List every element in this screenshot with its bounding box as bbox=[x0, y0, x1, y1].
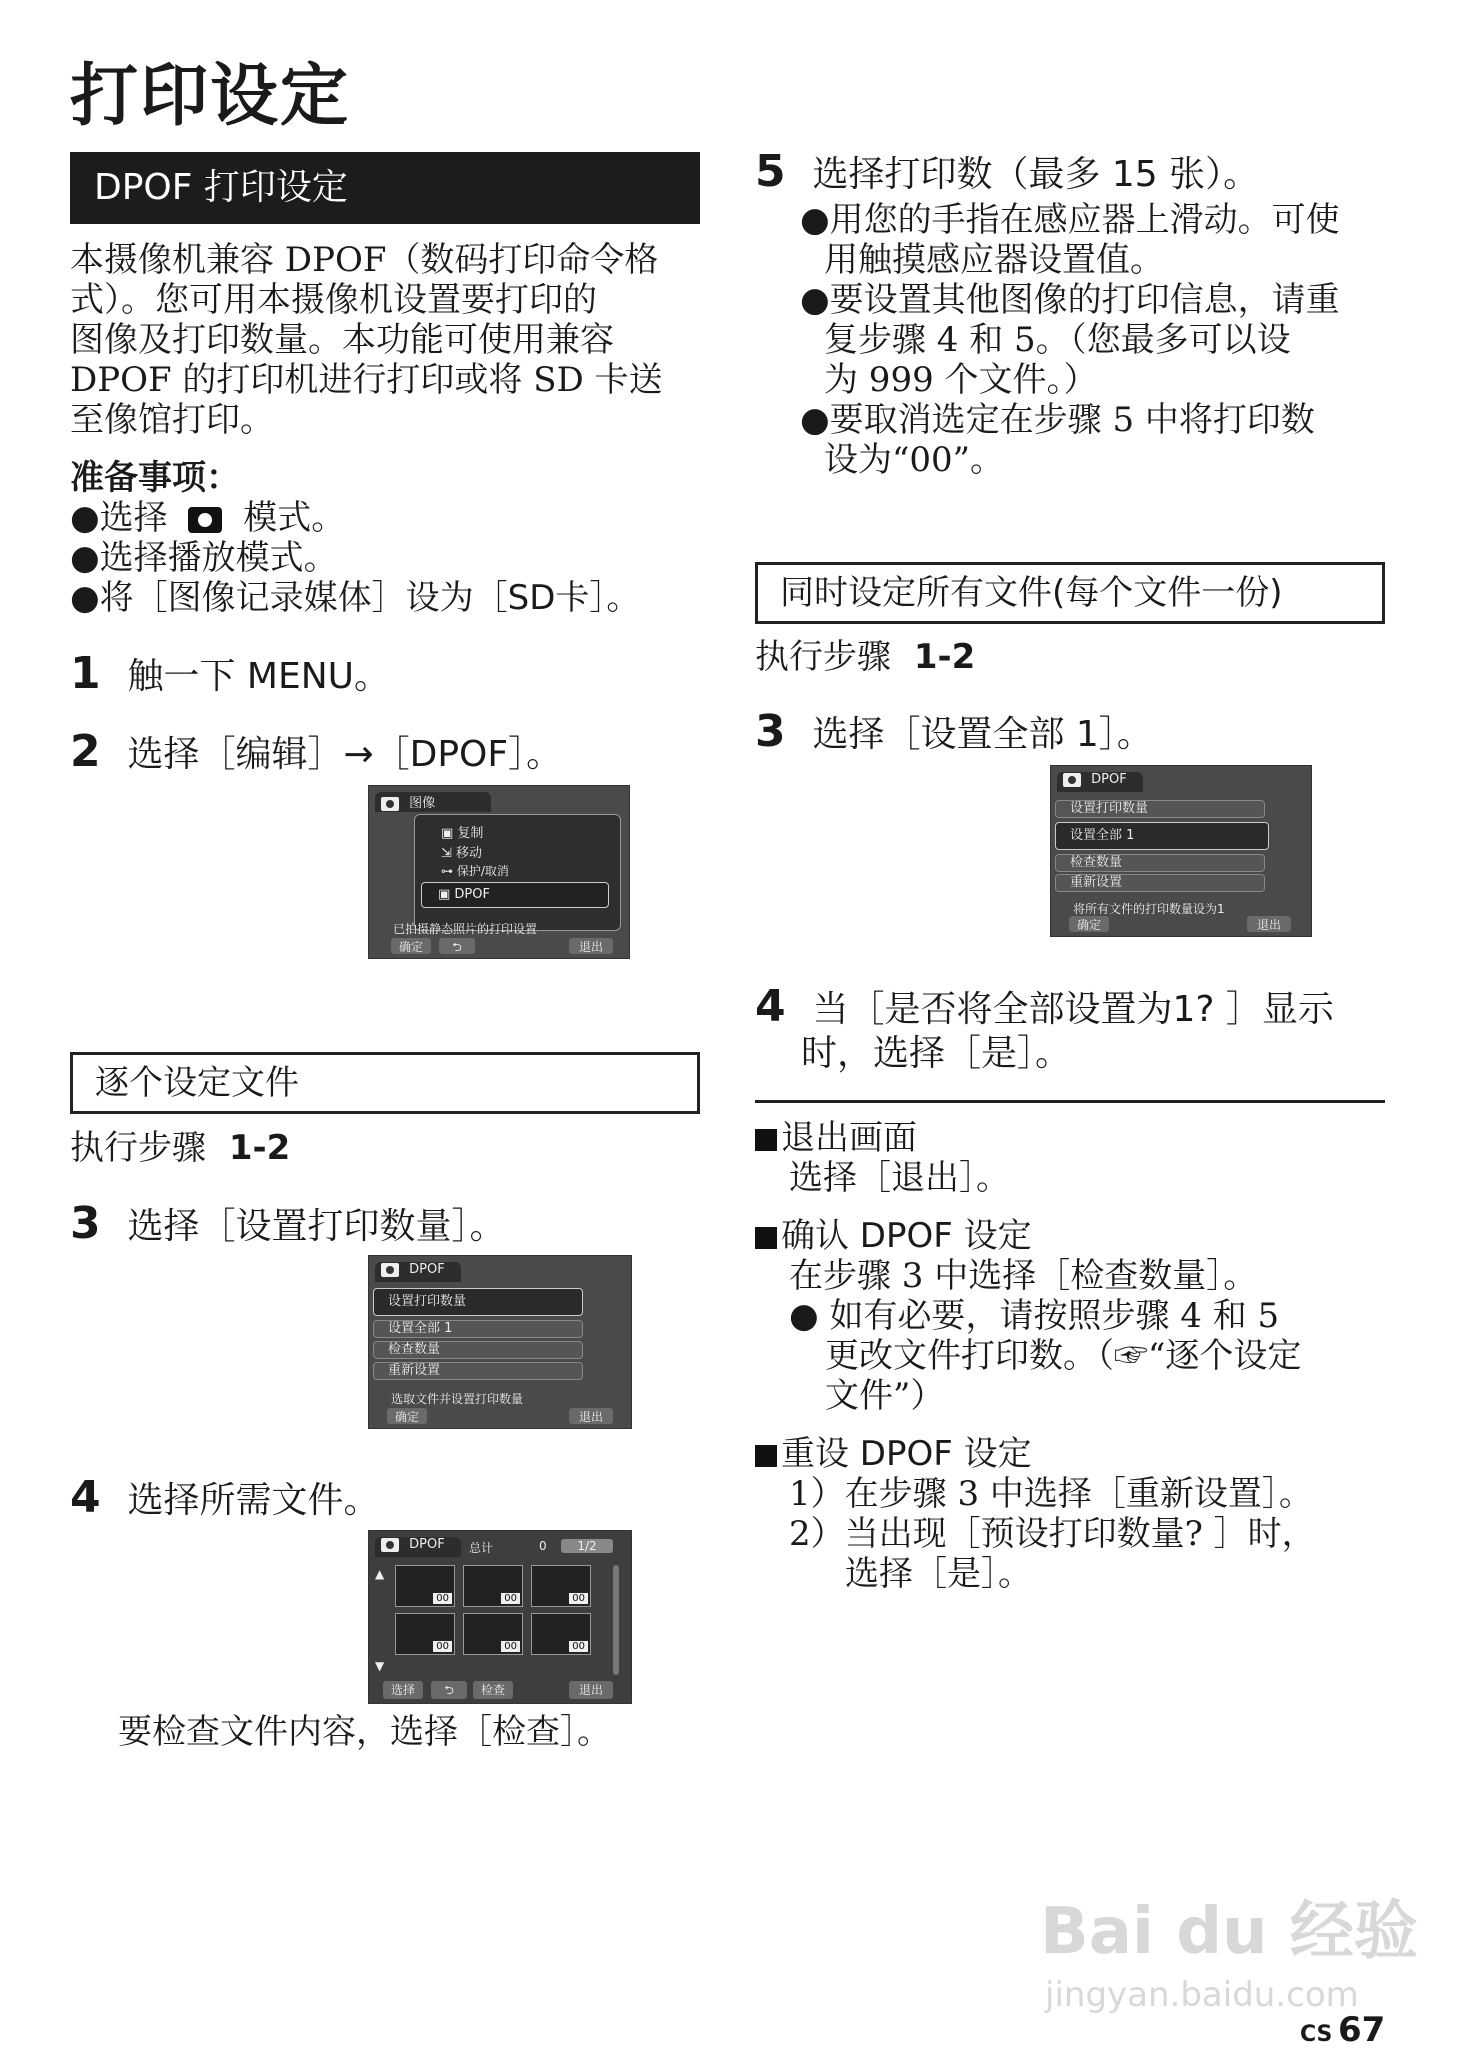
step-number: 1 bbox=[70, 648, 101, 699]
camera-icon bbox=[188, 507, 222, 533]
step-text: 选择［设置打印数量］。 bbox=[127, 1206, 506, 1247]
section-bar-dpof: DPOF 打印设定 bbox=[70, 152, 700, 224]
menu-item-check[interactable]: 检查数量 bbox=[373, 1341, 583, 1359]
prep-block bbox=[70, 458, 710, 618]
exec-range: 1-2 bbox=[228, 1128, 291, 1168]
page-lang: CS bbox=[1300, 2022, 1333, 2047]
ok-button[interactable]: 确定 bbox=[391, 938, 431, 954]
exec-label: 执行步骤 bbox=[70, 1128, 206, 1168]
print-count: 00 bbox=[569, 1593, 588, 1604]
step-text: 选择所需文件。 bbox=[127, 1480, 380, 1521]
exec-steps-single bbox=[70, 1126, 290, 1170]
screen-status: 将所有文件的打印数量设为1 bbox=[1073, 902, 1225, 916]
square-bullet-icon bbox=[755, 1227, 777, 1249]
step-text: 选择打印数（最多 15 张）。 bbox=[812, 154, 1260, 195]
bullet-line: 设为“00”。 bbox=[824, 440, 1005, 480]
ok-button[interactable]: 确定 bbox=[1069, 916, 1109, 932]
bullet-line: 用触摸感应器设置值。 bbox=[824, 240, 1164, 280]
bullet-line: ●用您的手指在感应器上滑动。可使 bbox=[800, 200, 1340, 240]
screen-tab bbox=[1057, 772, 1143, 792]
print-count: 00 bbox=[501, 1641, 520, 1652]
screen-tab-label: DPOF bbox=[409, 1262, 445, 1277]
note-text: 1）在步骤 3 中选择［重新设置］。 bbox=[789, 1474, 1313, 1514]
screen-tab-label: DPOF bbox=[1091, 772, 1127, 787]
step-5 bbox=[755, 146, 1260, 197]
menu-item-check[interactable]: 检查数量 bbox=[1055, 854, 1265, 872]
screen-status: 已拍摄静态照片的打印设置 bbox=[393, 922, 538, 936]
scroll-down-icon[interactable]: ▼ bbox=[375, 1659, 385, 1673]
menu-item-reset[interactable]: 重新设置 bbox=[373, 1362, 583, 1380]
note-heading-text: 退出画面 bbox=[781, 1118, 917, 1158]
bullet-line: 为 999 个文件。） bbox=[824, 360, 1098, 400]
step-4-single bbox=[70, 1472, 380, 1523]
step-3-all bbox=[755, 706, 1153, 757]
screen-dpof-menu bbox=[368, 1255, 632, 1429]
note-text: 在步骤 3 中选择［检查数量］。 bbox=[789, 1256, 1258, 1296]
note-text: 文件”） bbox=[825, 1376, 945, 1416]
thumbnail[interactable] bbox=[395, 1613, 455, 1655]
exit-button[interactable]: 退出 bbox=[569, 1408, 613, 1424]
bullet-line: 复步骤 4 和 5。（您最多可以设 bbox=[824, 320, 1291, 360]
step-2 bbox=[70, 726, 563, 777]
screen-file-select bbox=[368, 1530, 632, 1704]
page-indicator: 1/2 bbox=[561, 1539, 613, 1553]
exit-button[interactable]: 退出 bbox=[1247, 916, 1291, 932]
step-4-all bbox=[755, 981, 1395, 1076]
step-1 bbox=[70, 648, 390, 699]
bullet-line: ●要设置其他图像的打印信息，请重 bbox=[800, 280, 1340, 320]
section-box-all: 同时设定所有文件(每个文件一份) bbox=[755, 562, 1385, 624]
exit-button[interactable]: 退出 bbox=[569, 1681, 613, 1699]
screen-tab-label: DPOF bbox=[409, 1537, 445, 1552]
menu-item-copy[interactable]: ▣ 复制 bbox=[441, 826, 484, 841]
total-value: 0 bbox=[539, 1539, 547, 1553]
screen-edit-menu bbox=[368, 785, 630, 959]
intro-line: 式）。您可用本摄像机设置要打印的 bbox=[70, 280, 597, 320]
print-count: 00 bbox=[433, 1641, 452, 1652]
exec-steps-all bbox=[755, 635, 975, 679]
menu-item-label: DPOF bbox=[454, 887, 490, 902]
prep-item bbox=[70, 498, 710, 538]
section-box-single: 逐个设定文件 bbox=[70, 1052, 700, 1114]
back-button[interactable]: ⮌ bbox=[431, 1681, 467, 1699]
step-5-bullets bbox=[800, 200, 1400, 480]
square-bullet-icon bbox=[755, 1129, 777, 1151]
note-heading-text: 重设 DPOF 设定 bbox=[781, 1434, 1032, 1474]
print-count: 00 bbox=[569, 1641, 588, 1652]
note-text: ● 如有必要，请按照步骤 4 和 5 bbox=[789, 1296, 1280, 1336]
watermark-logo: Bai du 经验 bbox=[1040, 1895, 1418, 1969]
note-text: 选择［退出］。 bbox=[789, 1158, 1010, 1198]
intro-paragraph bbox=[70, 240, 710, 440]
screen-tab bbox=[375, 792, 491, 812]
thumbnail[interactable] bbox=[463, 1565, 523, 1607]
ok-button[interactable]: 确定 bbox=[387, 1408, 427, 1424]
check-button[interactable]: 检查 bbox=[473, 1681, 513, 1699]
total-label: 总计 bbox=[469, 1541, 494, 1555]
note-heading bbox=[755, 1216, 1395, 1256]
note-heading-text: 确认 DPOF 设定 bbox=[781, 1216, 1032, 1256]
menu-item-set-all[interactable]: 设置全部 1 bbox=[373, 1320, 583, 1338]
note-heading bbox=[755, 1434, 1395, 1474]
step-text: 时，选择［是］。 bbox=[801, 1033, 1072, 1074]
note-text: 选择［是］。 bbox=[845, 1554, 1032, 1594]
step-text: 当［是否将全部设置为1? ］显示 bbox=[812, 989, 1334, 1030]
screen-status: 选取文件并设置打印数量 bbox=[391, 1392, 524, 1406]
divider bbox=[755, 1100, 1385, 1103]
menu-item-set-all[interactable]: 设置全部 1 bbox=[1055, 822, 1269, 850]
screen-set-all bbox=[1050, 765, 1312, 937]
menu-item-move[interactable]: ⇲ 移动 bbox=[441, 846, 483, 861]
intro-line: 本摄像机兼容 DPOF（数码打印命令格 bbox=[70, 240, 659, 280]
camera-icon bbox=[1063, 773, 1081, 787]
intro-line: DPOF 的打印机进行打印或将 SD 卡送 bbox=[70, 360, 663, 400]
step-number: 2 bbox=[70, 726, 101, 777]
page-title: 打印设定 bbox=[70, 57, 351, 136]
step-number: 4 bbox=[70, 1472, 101, 1523]
camera-icon bbox=[381, 1263, 399, 1277]
select-button[interactable]: 选择 bbox=[383, 1681, 423, 1699]
step-number: 3 bbox=[70, 1198, 101, 1249]
screen-tab-label: 图像 bbox=[409, 796, 436, 811]
thumbnail[interactable] bbox=[531, 1613, 591, 1655]
screen-tab bbox=[375, 1262, 461, 1282]
intro-line: 图像及打印数量。本功能可使用兼容 bbox=[70, 320, 614, 360]
step-line bbox=[755, 981, 1395, 1032]
intro-line: 至像馆打印。 bbox=[70, 400, 274, 440]
exec-label: 执行步骤 bbox=[755, 637, 891, 677]
bullet-line: ●要取消选定在步骤 5 中将打印数 bbox=[800, 400, 1315, 440]
prep-item-text: 模式。 bbox=[243, 498, 346, 538]
step-number: 5 bbox=[755, 146, 786, 197]
step-3-single bbox=[70, 1198, 506, 1249]
note-text: 2）当出现［预设打印数量? ］时， bbox=[789, 1514, 1316, 1554]
page-number bbox=[1300, 2010, 1385, 2050]
menu-item-label: 保护/取消 bbox=[456, 864, 509, 878]
scrollbar[interactable] bbox=[613, 1565, 619, 1675]
back-button[interactable]: ⮌ bbox=[439, 938, 475, 954]
menu-item-label: 复制 bbox=[457, 826, 484, 841]
menu-item-label: 移动 bbox=[456, 846, 483, 861]
prep-item: ●选择播放模式。 bbox=[70, 538, 338, 578]
square-bullet-icon bbox=[755, 1445, 777, 1467]
menu-item-protect[interactable]: ⊶ 保护/取消 bbox=[441, 864, 509, 878]
watermark-url: jingyan.baidu.com bbox=[1045, 1975, 1359, 2015]
note-text: 更改文件打印数。（☞“逐个设定 bbox=[825, 1336, 1302, 1376]
check-note: 要检查文件内容，选择［检查］。 bbox=[118, 1712, 611, 1752]
note-heading bbox=[755, 1118, 1395, 1158]
notes-block bbox=[755, 1118, 1395, 1594]
exec-range: 1-2 bbox=[913, 637, 976, 677]
camera-icon bbox=[381, 1538, 399, 1552]
prep-item: ●将［图像记录媒体］设为［SD卡］。 bbox=[70, 578, 641, 618]
screen-tab bbox=[375, 1537, 461, 1557]
step-number: 4 bbox=[755, 981, 786, 1032]
menu-item-reset[interactable]: 重新设置 bbox=[1055, 874, 1265, 892]
menu-item-set-qty[interactable]: 设置打印数量 bbox=[1055, 800, 1265, 818]
thumbnail[interactable] bbox=[463, 1613, 523, 1655]
print-count: 00 bbox=[501, 1593, 520, 1604]
page-num: 67 bbox=[1337, 2010, 1386, 2050]
thumbnail[interactable] bbox=[531, 1565, 591, 1607]
menu-item-set-qty[interactable]: 设置打印数量 bbox=[373, 1288, 583, 1316]
step-text: 触一下 MENU。 bbox=[127, 656, 390, 697]
exit-button[interactable]: 退出 bbox=[569, 938, 613, 954]
scroll-up-icon[interactable]: ▲ bbox=[375, 1567, 385, 1581]
prep-item-text: ●选择 bbox=[70, 498, 168, 538]
prep-heading: 准备事项： bbox=[70, 458, 240, 498]
step-number: 3 bbox=[755, 706, 786, 757]
thumbnail[interactable] bbox=[395, 1565, 455, 1607]
print-count: 00 bbox=[433, 1593, 452, 1604]
camera-icon bbox=[381, 797, 399, 811]
menu-item-dpof[interactable]: ▣ DPOF bbox=[421, 882, 609, 908]
step-text: 选择［编辑］→［DPOF］。 bbox=[127, 734, 563, 775]
step-text: 选择［设置全部 1］。 bbox=[812, 714, 1153, 755]
